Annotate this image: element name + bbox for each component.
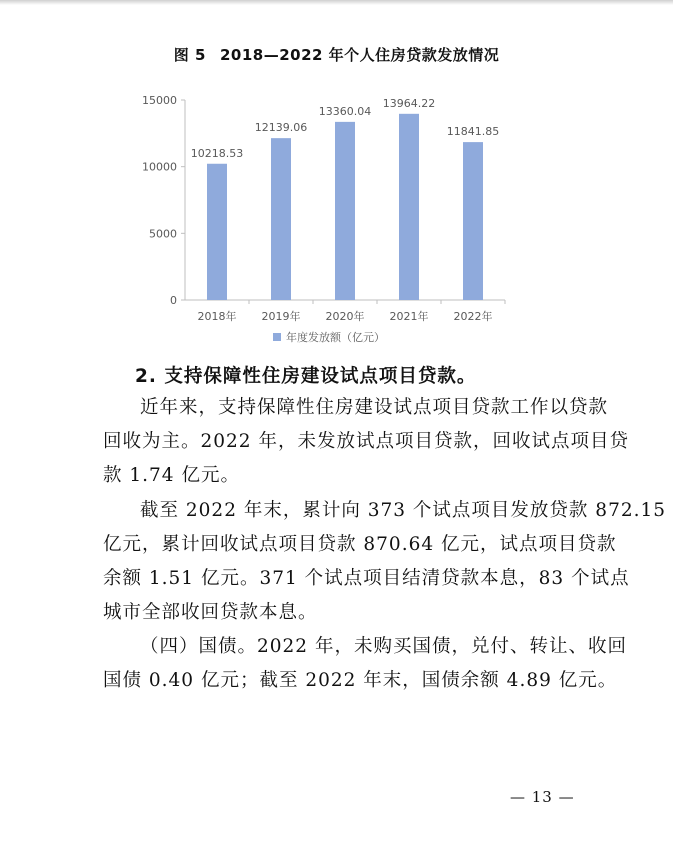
data-label: 13964.22 bbox=[382, 96, 436, 110]
x-tick-label: 2021年 bbox=[389, 310, 429, 323]
paragraph-line: 国债 0.40 亿元；截至 2022 年末，国债余额 4.89 亿元。 bbox=[103, 670, 618, 691]
y-tick-label: 5000 bbox=[149, 227, 177, 241]
paragraph-line: 回收为主。2022 年，未发放试点项目贷款，回收试点项目贷 bbox=[103, 431, 629, 452]
paragraph-2 bbox=[103, 494, 667, 630]
x-tick-label: 2020年 bbox=[325, 310, 365, 323]
bar-2019年 bbox=[271, 138, 291, 300]
y-tick-label: 0 bbox=[170, 294, 177, 307]
legend-swatch bbox=[273, 333, 281, 341]
bar-2018年 bbox=[207, 164, 227, 300]
bar-chart bbox=[125, 86, 525, 356]
x-tick-label: 2018年 bbox=[197, 310, 237, 323]
paragraph-3 bbox=[103, 630, 627, 698]
data-label: 12139.06 bbox=[254, 121, 308, 135]
bar-2020年 bbox=[335, 122, 355, 300]
page-top-border bbox=[0, 0, 673, 5]
paragraph-line: 截至 2022 年末，累计向 373 个试点项目发放贷款 872.15 bbox=[140, 500, 667, 521]
data-label: 10218.53 bbox=[190, 146, 244, 160]
figure-label: 图 5 bbox=[173, 46, 206, 64]
figure-title bbox=[0, 44, 673, 65]
paragraph-line: 款 1.74 亿元。 bbox=[103, 465, 240, 486]
legend-label: 年度发放额（亿元） bbox=[286, 331, 385, 344]
section-heading: 2. 支持保障性住房建设试点项目贷款。 bbox=[135, 366, 477, 387]
paragraph-line: 城市全部收回贷款本息。 bbox=[103, 602, 318, 623]
bar-2021年 bbox=[399, 114, 419, 300]
paragraph-line: （四）国债。2022 年，未购买国债，兑付、转让、收回 bbox=[140, 636, 627, 657]
data-label: 11841.85 bbox=[446, 125, 500, 139]
y-tick-label: 10000 bbox=[142, 160, 177, 174]
figure-title-text: 2018—2022 年个人住房贷款发放情况 bbox=[219, 46, 500, 64]
x-tick-label: 2022年 bbox=[453, 310, 493, 323]
page-number: — 13 — bbox=[510, 788, 575, 806]
paragraph-line: 亿元，累计回收试点项目贷款 870.64 亿元，试点项目贷款 bbox=[103, 534, 617, 555]
paragraph-1 bbox=[103, 391, 629, 493]
data-label: 13360.04 bbox=[318, 104, 372, 118]
y-tick-label: 15000 bbox=[142, 94, 177, 107]
bar-2022年 bbox=[463, 142, 483, 300]
x-tick-label: 2019年 bbox=[261, 310, 301, 323]
paragraph-line: 余额 1.51 亿元。371 个试点项目结清贷款本息，83 个试点 bbox=[103, 568, 630, 589]
paragraph-line: 近年来，支持保障性住房建设试点项目贷款工作以贷款 bbox=[140, 397, 609, 418]
